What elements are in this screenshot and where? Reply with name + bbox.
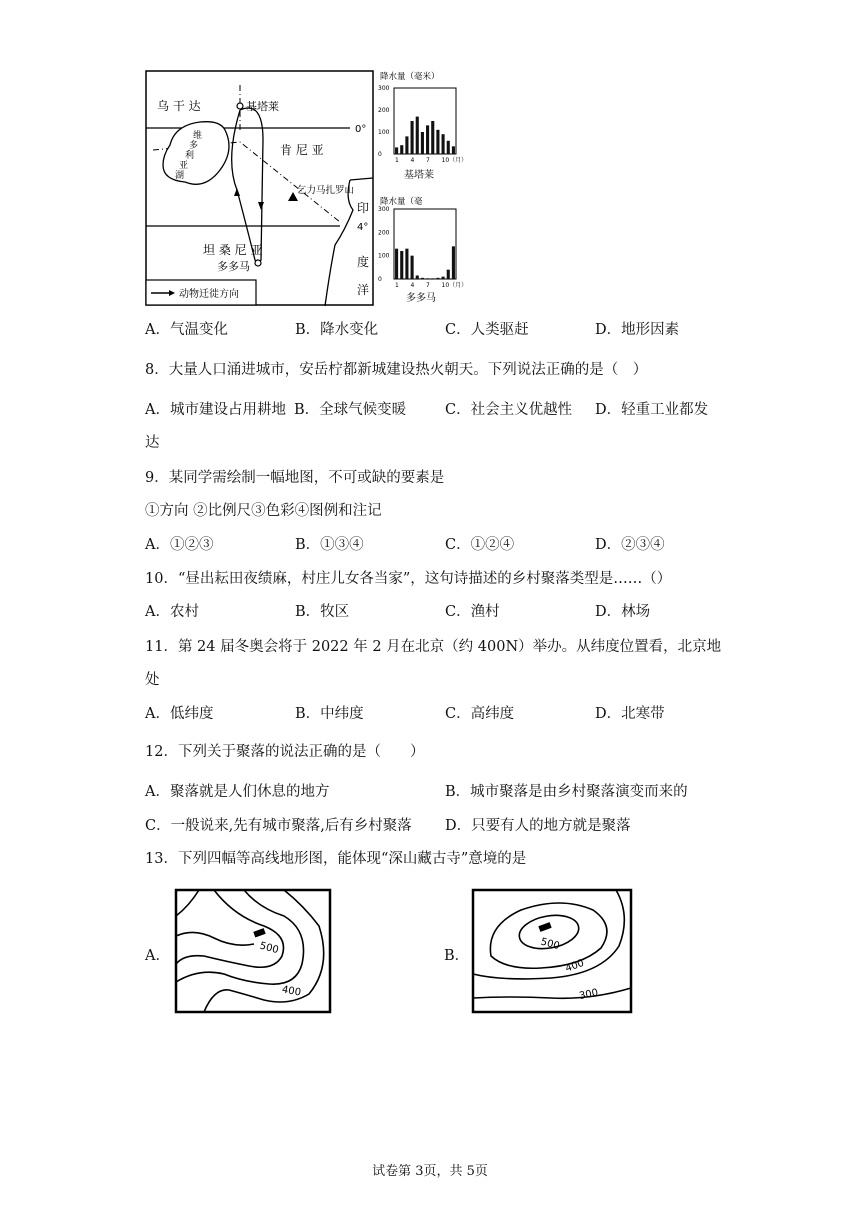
- q11-stem-wrap: 处: [145, 672, 160, 688]
- label-lake-1: 维: [193, 131, 203, 141]
- q9-sub: ①方向 ②比例尺③色彩④图例和注记: [145, 503, 382, 519]
- precip-bar-month-1: [395, 249, 398, 279]
- precip-bar-month-4: [411, 256, 414, 279]
- label-ocean-3: 洋: [357, 283, 370, 297]
- q9-option-d[interactable]: D．②③④: [595, 537, 665, 553]
- label-mountain: 乞力马扎罗山: [297, 185, 355, 196]
- x-tick-label: 1: [395, 282, 399, 289]
- precip-bar-month-9: [436, 130, 439, 154]
- migration-map: [145, 70, 375, 307]
- label-city-south: 多多马: [217, 260, 250, 273]
- q7-option-c[interactable]: C．人类驱赶: [445, 322, 529, 338]
- precip-bar-month-11: [447, 141, 450, 154]
- x-tick-label: 7: [426, 157, 430, 164]
- chart-city: 基塔莱: [404, 170, 434, 181]
- precip-bar-month-3: [405, 249, 408, 279]
- precip-bar-month-5: [416, 276, 419, 280]
- q11-option-c[interactable]: C．高纬度: [445, 706, 515, 722]
- q9-option-c[interactable]: C．①②④: [445, 537, 515, 553]
- q11-option-d[interactable]: D．北寒带: [595, 706, 665, 722]
- q8-option-c[interactable]: C．社会主义优越性: [445, 402, 573, 418]
- q7-option-d[interactable]: D．地形因素: [595, 322, 680, 338]
- precip-bar-month-1: [395, 147, 398, 154]
- x-tick-label: 1: [395, 157, 399, 164]
- q13-stem: 13．下列四幅等高线地形图，能体现“深山藏古寺”意境的是: [145, 851, 527, 867]
- precip-bar-month-8: [431, 121, 434, 154]
- q12-option-a[interactable]: A．聚落就是人们休息的地方: [145, 784, 330, 800]
- y-tick-label: 300: [378, 206, 390, 213]
- precip-bar-month-10: [442, 277, 445, 279]
- precip-bar-month-11: [447, 270, 450, 279]
- precip-bar-month-6: [421, 132, 424, 154]
- q8-option-a[interactable]: A．城市建设占用耕地: [145, 402, 286, 418]
- q9-option-a[interactable]: A．①②③: [145, 537, 214, 553]
- climate-chart-north: [374, 70, 474, 185]
- q12-stem: 12．下列关于聚落的说法正确的是（ ）: [145, 744, 425, 760]
- precip-bar-month-8: [431, 278, 434, 279]
- precip-bar-month-3: [405, 136, 408, 154]
- q10-option-c[interactable]: C．渔村: [445, 604, 500, 620]
- precip-bar-month-7: [426, 125, 429, 154]
- q7-option-a[interactable]: A．气温变化: [145, 322, 228, 338]
- label-lake-5: 湖: [175, 171, 185, 181]
- q11-option-a[interactable]: A．低纬度: [145, 706, 214, 722]
- label-ocean-1: 印: [357, 201, 370, 215]
- label-city-north: 基塔莱: [246, 100, 279, 113]
- chart-city: 多多马: [406, 293, 436, 304]
- precip-bar-month-10: [442, 134, 445, 154]
- precip-bar-month-7: [426, 278, 429, 279]
- x-tick-label: 7: [426, 282, 430, 289]
- q8-option-b[interactable]: B．全球气候变暖: [294, 402, 407, 418]
- page-footer: 试卷第 3页，共 5页: [372, 1164, 488, 1179]
- q10-option-a[interactable]: A．农村: [145, 604, 199, 620]
- x-tick-label: 4: [410, 282, 415, 289]
- label-kenya: 肯 尼 亚: [280, 143, 324, 157]
- precip-bar-month-12: [452, 246, 455, 279]
- precip-bar-month-4: [411, 121, 414, 154]
- q7-option-b[interactable]: B．降水变化: [295, 322, 379, 338]
- precip-bar-month-2: [400, 145, 403, 154]
- q12-option-b[interactable]: B．城市聚落是由乡村聚落演变而来的: [445, 784, 688, 800]
- precip-bar-month-12: [452, 146, 455, 154]
- label-tanzania: 坦 桑 尼 亚: [203, 243, 263, 257]
- x-tick-label: 4: [410, 157, 415, 164]
- chart-ylabel: 降水量（毫米）: [380, 72, 440, 82]
- x-tick-label: 10（月）: [441, 282, 468, 289]
- precip-bar-month-5: [416, 117, 419, 154]
- q12-option-d[interactable]: D．只要有人的地方就是聚落: [445, 818, 631, 834]
- q10-option-d[interactable]: D．林场: [595, 604, 651, 620]
- label-uganda: 乌 干 达: [157, 99, 201, 113]
- y-tick-label: 100: [378, 252, 390, 260]
- q8-stem: 8．大量人口涌进城市，安岳柠都新城建设热火朝天。下列说法正确的是（ ）: [145, 362, 648, 378]
- q13-option-a-label[interactable]: A．: [145, 948, 170, 964]
- q9-option-b[interactable]: B．①③④: [295, 537, 364, 553]
- label-ocean-2: 度: [357, 255, 370, 269]
- contour-label-500: 500: [258, 940, 280, 957]
- precip-bar-month-2: [400, 251, 403, 279]
- q13-option-b-label[interactable]: B．: [444, 948, 470, 964]
- y-tick-label: 100: [378, 129, 390, 136]
- q8-option-d-wrap: 达: [145, 435, 160, 451]
- q10-stem: 10．“昼出耘田夜绩麻，村庄儿女各当家”，这句诗描述的乡村聚落类型是……（）: [145, 571, 672, 587]
- y-tick-label: 300: [378, 85, 390, 92]
- q9-stem: 9．某同学需绘制一幅地图，不可或缺的要素是: [145, 470, 445, 486]
- contour-label-500: 500: [539, 936, 561, 953]
- y-tick-label: 0: [378, 276, 382, 283]
- q11-option-b[interactable]: B．中纬度: [295, 706, 364, 722]
- label-lat-equator: 0°: [355, 124, 367, 135]
- label-lat-south: 4°: [357, 222, 369, 233]
- chart-ylabel: 降水量（毫: [380, 197, 423, 207]
- x-tick-label: 10（月）: [441, 157, 468, 164]
- y-tick-label: 200: [378, 229, 390, 237]
- q10-option-b[interactable]: B．牧区: [295, 604, 350, 620]
- y-tick-label: 200: [378, 107, 390, 114]
- y-tick-label: 0: [378, 151, 382, 158]
- contour-label-400: 400: [563, 957, 586, 975]
- q13-map-a[interactable]: [174, 886, 334, 1016]
- contour-label-300: 300: [578, 987, 600, 1003]
- label-lake-3: 利: [185, 151, 195, 161]
- q8-option-d[interactable]: D．轻重工业都发: [595, 402, 709, 418]
- label-lake-4: 亚: [179, 161, 189, 171]
- precip-bar-month-6: [421, 278, 424, 279]
- climate-chart-south: [374, 195, 474, 310]
- q12-option-c[interactable]: C．一般说来,先有城市聚落,后有乡村聚落: [145, 818, 412, 834]
- precip-bar-month-9: [436, 278, 439, 279]
- label-lake-2: 多: [189, 141, 199, 151]
- q11-stem: 11．第 24 届冬奥会将于 2022 年 2 月在北京（约 400N）举办。从纬度位置看，北京地: [145, 639, 722, 655]
- q13-map-b[interactable]: [471, 886, 636, 1016]
- legend-label: 动物迁徙方向: [179, 289, 239, 300]
- contour-label-400: 400: [281, 984, 302, 999]
